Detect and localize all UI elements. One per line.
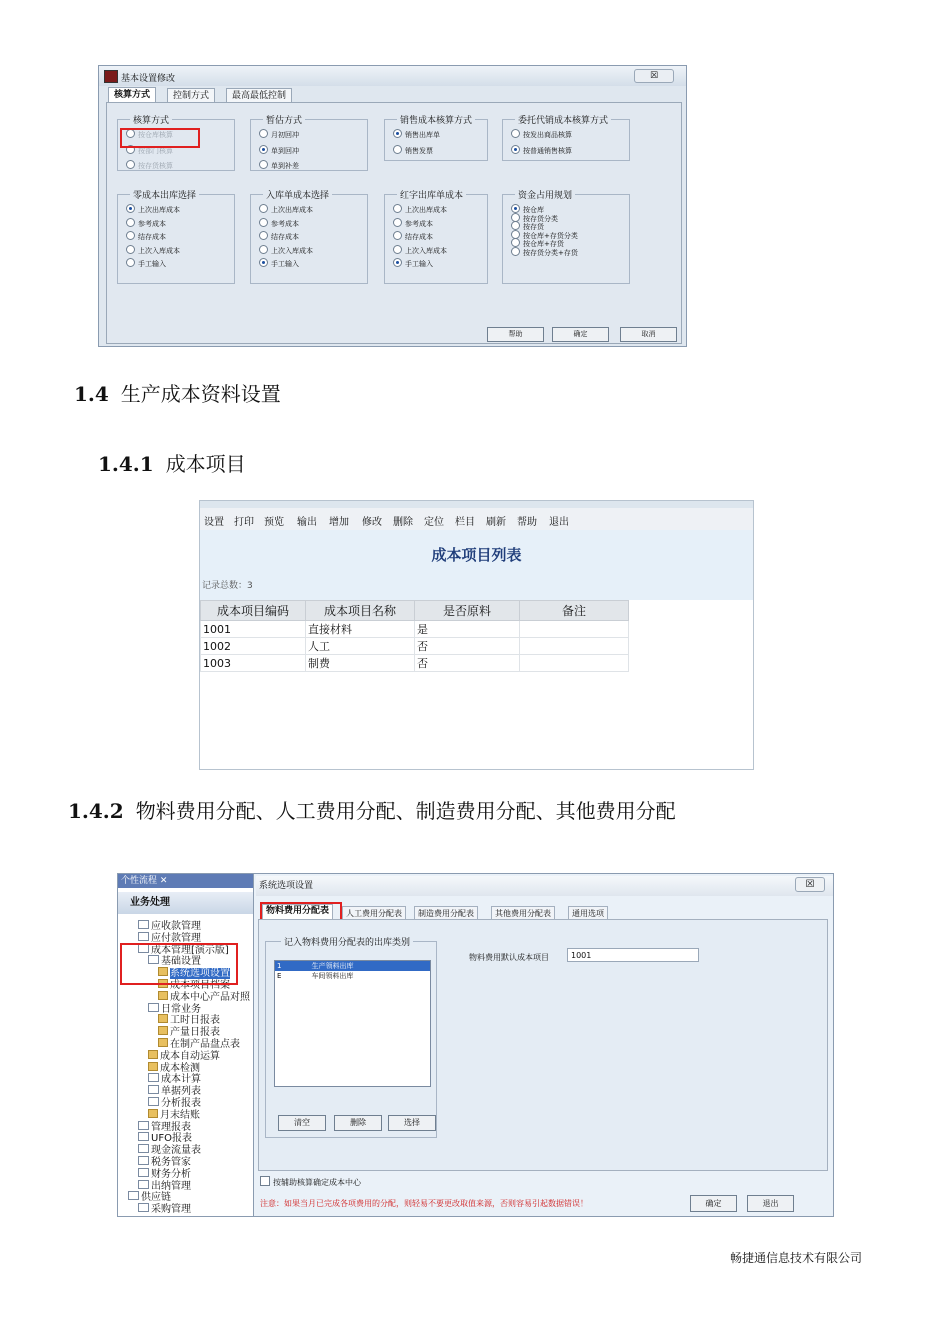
tree-item-label: 成本计算 [161,1074,201,1086]
dialog-title: 基本设置修改 [121,74,176,84]
column-header[interactable]: 成本项目编码 [201,601,306,621]
toolbar-settings-button[interactable]: 设置 [204,517,224,528]
warning-note: 注意：如果当月已完成各项费用的分配，则轻易不要更改取值来源，否则容易引起数据错误！ [260,1199,588,1208]
radio-option[interactable] [259,258,299,269]
radio-label: 上次出库成本 [405,206,447,214]
highlight-box [120,943,238,985]
table-cell [520,621,629,638]
document-icon [148,1050,158,1059]
tree-item-label: 供应链 [141,1192,171,1204]
radio-button[interactable] [393,145,402,154]
folder-icon [128,1191,139,1200]
folder-icon [138,1132,149,1141]
radio-option[interactable] [393,245,447,256]
tab-manufacturing-allocation[interactable]: 制造费用分配表 [414,906,478,920]
group-title: 红字出库单成本 [397,188,466,201]
cost-item-table [200,600,629,672]
tree-item-label: 基础设置 [161,956,201,968]
heading-1-4 [74,378,281,407]
radio-option[interactable] [126,218,166,229]
radio-button[interactable] [511,145,520,154]
tab-max-min-control[interactable]: 最高最低控制 [226,88,292,103]
toolbar-exit-button[interactable]: 退出 [549,517,569,528]
radio-label: 手工输入 [271,260,299,268]
radio-label: 按存货分类 [523,214,558,223]
table-cell: 制费 [306,655,415,672]
delete-button[interactable]: 删除 [334,1115,382,1131]
group-title: 销售成本核算方式 [397,113,475,126]
toolbar-help-button[interactable]: 帮助 [517,517,537,528]
radio-button[interactable] [126,258,135,267]
radio-label: 结存成本 [405,233,433,241]
folder-icon [138,1144,149,1153]
column-header[interactable]: 成本项目名称 [306,601,415,621]
tree-item-label: 管理报表 [151,1121,191,1133]
radio-label: 按存货核算 [138,162,173,170]
list-item[interactable]: 1 生产领料出库 [275,961,430,971]
process-tab[interactable]: 个性流程 ✕ [118,874,253,888]
radio-button[interactable] [126,231,135,240]
radio-label: 按存货分类+存货 [523,248,578,257]
radio-option[interactable] [259,145,299,156]
toolbar-print-button[interactable]: 打印 [234,517,254,528]
document-icon [158,991,168,1000]
folder-icon [138,1203,149,1212]
aux-accounting-checkbox[interactable] [260,1176,361,1188]
radio-button[interactable] [259,231,268,240]
group-title: 零成本出库选择 [130,188,199,201]
radio-label: 上次入库成本 [405,246,447,255]
heading-text: 生产成本资料设置 [120,382,281,406]
radio-label: 上次入库成本 [138,246,180,255]
folder-icon [138,1121,149,1130]
radio-option[interactable] [126,258,166,269]
app-icon [104,70,118,83]
radio-label: 参考成本 [405,219,433,228]
radio-label: 手工输入 [405,260,433,268]
document-icon [148,1109,158,1118]
radio-button[interactable] [259,218,268,227]
dialog-titlebar [99,66,686,86]
radio-button[interactable] [259,204,268,213]
table-cell [520,655,629,672]
radio-button[interactable] [126,218,135,227]
heading-text: 物料费用分配、人工费用分配、制造费用分配、其他费用分配 [135,799,676,823]
radio-option[interactable] [259,218,299,229]
toolbar [200,508,753,531]
heading-number: 1.4.1 [98,452,154,476]
radio-group [384,191,488,284]
radio-group [502,116,630,161]
folder-icon [138,1156,149,1165]
navigation-panel [118,874,254,1216]
tree-item-label: 在制产品盘点表 [170,1039,240,1050]
default-cost-item-label: 物料费用默认成本项目 [469,953,549,962]
radio-label: 按发出商品核算 [523,131,572,139]
radio-label: 按部门核算 [138,146,173,155]
radio-option[interactable] [259,204,313,215]
radio-group [502,191,630,284]
table-row[interactable] [201,621,629,638]
folder-icon [138,932,149,941]
tree-item-label: 应收款管理 [151,921,201,932]
folder-icon [148,1097,159,1106]
heading-number: 1.4 [74,382,109,406]
tree-item-label: 成本自动运算 [160,1050,220,1062]
radio-label: 按仓库 [523,206,544,214]
group-title: 核算方式 [130,113,172,126]
default-cost-item-input[interactable]: 1001 [567,948,699,962]
tree-item-label: 成本检测 [160,1062,200,1074]
radio-button[interactable] [259,258,268,267]
radio-option[interactable] [126,160,173,171]
column-header[interactable]: 备注 [520,601,629,621]
folder-icon [148,1073,159,1082]
radio-label: 单到补差 [271,162,299,170]
toolbar-output-button[interactable]: 输出 [297,517,317,528]
radio-option[interactable] [393,231,433,242]
radio-option[interactable] [511,145,572,156]
toolbar-locate-button[interactable]: 定位 [424,517,444,528]
group-title: 入库单成本选择 [263,188,332,201]
ok-button[interactable]: 确定 [552,327,609,342]
radio-button[interactable] [393,218,402,227]
table-cell: 人工 [306,638,415,655]
radio-option[interactable] [259,160,299,171]
table-cell: 直接材料 [306,621,415,638]
window-strip [200,501,753,508]
toolbar-delete-button[interactable]: 删除 [393,517,413,528]
radio-option[interactable] [393,145,433,156]
radio-group [117,191,235,284]
table-cell: 1003 [201,655,306,672]
radio-label: 月初回冲 [271,131,299,139]
radio-label: 上次出库成本 [271,206,313,214]
radio-label: 按仓库+存货 [523,240,564,248]
toolbar-edit-button[interactable]: 修改 [362,517,382,528]
help-button[interactable]: 帮助 [487,327,544,342]
radio-option[interactable] [511,247,578,258]
tree-item-label: 产量日报表 [170,1027,220,1039]
radio-button[interactable] [511,129,520,138]
folder-icon [148,1085,159,1094]
radio-button[interactable] [511,247,520,256]
checkbox-label: 按辅助核算确定成本中心 [273,1178,361,1187]
radio-option[interactable] [259,231,299,242]
tree-item-label: 日常业务 [161,1003,201,1015]
radio-label: 按普通销售核算 [523,146,572,155]
heading-1-4-1 [98,448,246,477]
table-cell: 1001 [201,621,306,638]
radio-label: 结存成本 [138,233,166,241]
table-cell: 否 [415,638,520,655]
list-header [200,530,753,600]
radio-label: 按存货 [523,223,544,231]
document-icon [158,1038,168,1047]
tree-item-label: 出纳管理 [151,1180,191,1192]
tree-item-label: UFO报表 [151,1133,192,1145]
toolbar-columns-button[interactable]: 栏目 [455,517,475,528]
cost-item-list-screenshot [199,500,754,770]
clear-button[interactable]: 清空 [278,1115,326,1131]
select-button[interactable]: 选择 [388,1115,436,1131]
radio-button[interactable] [126,160,135,169]
radio-label: 结存成本 [271,233,299,241]
tree-item-label: 成本中心产品对照 [170,991,250,1003]
category-list[interactable] [274,960,431,1087]
tab-body [258,919,828,1171]
radio-option[interactable] [126,204,180,215]
tab-general-options[interactable]: 通用选项 [568,906,608,920]
radio-button[interactable] [259,245,268,254]
table-row[interactable] [201,638,629,655]
document-icon [158,1026,168,1035]
outbound-category-group [265,938,437,1138]
column-header[interactable]: 是否原料 [415,601,520,621]
radio-label: 按仓库+存货分类 [523,231,578,240]
radio-option[interactable] [126,245,180,256]
table-cell [520,638,629,655]
radio-option[interactable] [511,129,572,140]
cancel-button[interactable]: 取消 [620,327,677,342]
radio-label: 参考成本 [271,219,299,228]
radio-option[interactable] [259,245,313,256]
tree-item-label: 应付款管理 [151,932,201,944]
tree-item[interactable] [138,1203,191,1216]
radio-button[interactable] [393,231,402,240]
radio-button[interactable] [259,160,268,169]
heading-text: 成本项目 [165,452,246,476]
toolbar-add-button[interactable]: 增加 [329,517,349,528]
folder-icon [138,920,149,929]
table-cell: 是 [415,621,520,638]
group-title: 记入物料费用分配表的出库类别 [281,935,413,948]
close-icon[interactable]: ☒ [634,69,674,83]
radio-label: 上次出库成本 [138,206,180,214]
radio-button[interactable] [126,245,135,254]
tab-material-allocation[interactable]: 物料费用分配表 [262,904,333,920]
heading-1-4-2 [68,795,676,824]
radio-label: 按仓库核算 [138,131,173,139]
radio-button[interactable] [393,129,402,138]
group-title: 委托代销成本核算方式 [515,113,611,126]
radio-button[interactable] [393,245,402,254]
table-row[interactable] [201,655,629,672]
list-title: 成本项目列表 [431,546,522,564]
radio-group [250,191,368,284]
tab-other-allocation[interactable]: 其他费用分配表 [491,906,555,920]
heading-number: 1.4.2 [68,799,124,823]
radio-option[interactable] [393,204,447,215]
exit-button[interactable]: 退出 [747,1195,794,1212]
tab-accounting-method[interactable]: 核算方式 [108,87,156,103]
tree-item-label: 系统选项设置 [170,968,230,980]
radio-label: 手工输入 [138,260,166,268]
radio-option[interactable] [126,231,166,242]
toolbar-preview-button[interactable]: 预览 [264,517,284,528]
radio-button[interactable] [259,129,268,138]
tree-item-label: 现金流量表 [151,1145,201,1157]
tree-item-label: 月末结账 [160,1109,200,1121]
toolbar-refresh-button[interactable]: 刷新 [486,517,506,528]
tree-item-label: 采购管理 [151,1204,191,1216]
list-item[interactable]: E 车间领料出库 [277,972,354,980]
radio-label: 参考成本 [138,219,166,228]
radio-button[interactable] [126,204,135,213]
radio-option[interactable] [259,129,299,140]
close-icon[interactable]: ☒ [795,877,825,892]
document-icon [158,1014,168,1023]
table-cell: 1002 [201,638,306,655]
ok-button[interactable]: 确定 [690,1195,737,1212]
business-header: 业务处理 [118,892,253,914]
radio-label: 销售出库单 [405,131,440,139]
tree-item-label: 工时日报表 [170,1015,220,1027]
folder-icon [138,1180,149,1189]
tree-item-label: 财务分析 [151,1168,191,1180]
tree-item-label: 单据列表 [161,1086,201,1098]
company-footer: 畅捷通信息技术有限公司 [729,1251,862,1265]
folder-icon [148,1003,159,1012]
radio-group [384,116,488,161]
radio-label: 销售发票 [405,146,433,155]
basic-settings-dialog-screenshot [98,65,687,347]
table-cell: 否 [415,655,520,672]
system-options-screenshot [117,873,834,1217]
highlight-box [120,128,200,148]
radio-label: 单到回冲 [271,146,299,155]
tree-item-label: 税务管家 [151,1157,191,1168]
tab-labor-allocation[interactable]: 人工费用分配表 [342,906,406,920]
radio-group [250,116,368,171]
options-window [254,874,833,1216]
radio-option[interactable] [393,258,433,269]
radio-button[interactable] [393,204,402,213]
tree-item-label: 分析报表 [161,1098,201,1109]
record-count: 记录总数：3 [202,581,253,591]
window-title: 系统选项设置 [256,876,833,896]
radio-option[interactable] [393,129,440,140]
radio-option[interactable] [393,218,433,229]
group-title: 资金占用规划 [515,188,575,201]
tree-item-label: 成本项目档案 [170,980,230,991]
tree-item-label: 成本管理[演示版] [151,944,229,956]
radio-button[interactable] [393,258,402,267]
group-title: 暂估方式 [263,113,305,126]
document-icon [148,1062,158,1071]
checkbox-box[interactable] [260,1176,270,1186]
tab-control-method[interactable]: 控制方式 [167,88,215,103]
folder-icon [138,1168,149,1177]
radio-label: 上次入库成本 [271,246,313,255]
radio-button[interactable] [259,145,268,154]
